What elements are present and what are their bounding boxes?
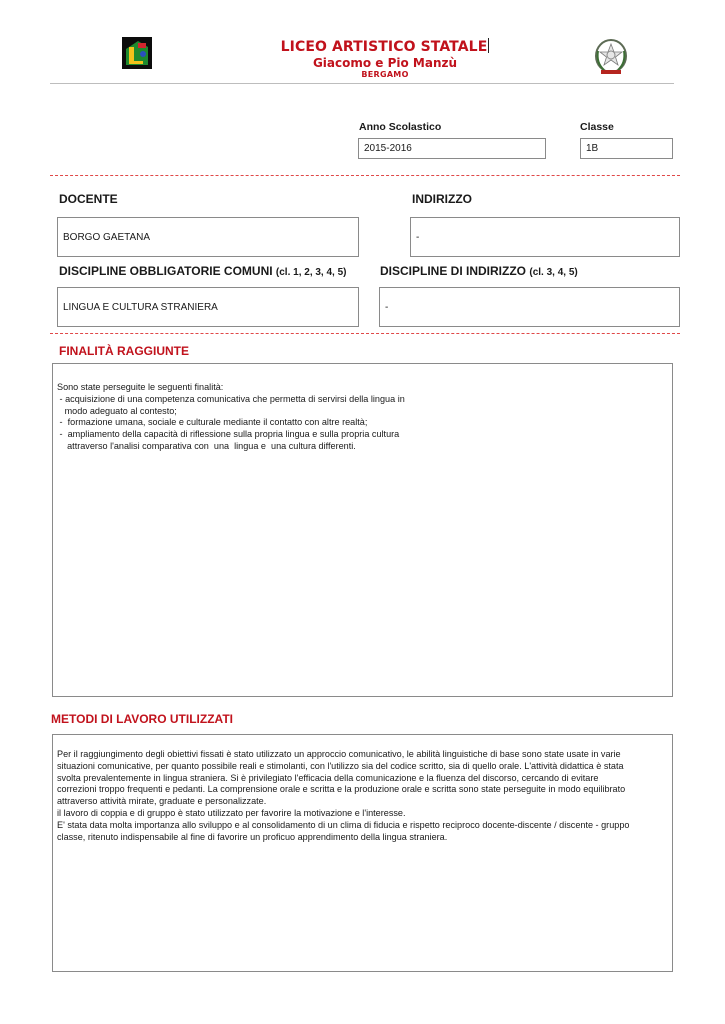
header-divider xyxy=(50,83,674,84)
classe-field[interactable]: 1B xyxy=(580,138,673,159)
school-city: BERGAMO xyxy=(361,70,409,79)
text-cursor xyxy=(488,38,489,53)
discipline-indirizzo-label: DISCIPLINE DI INDIRIZZO (cl. 3, 4, 5) xyxy=(380,264,578,278)
finalita-title: FINALITÀ RAGGIUNTE xyxy=(59,344,189,358)
section-divider xyxy=(50,333,680,334)
classe-label: Classe xyxy=(580,121,614,133)
finalita-textarea[interactable]: Sono state perseguite le seguenti finalità: - acquisizione di una competenza comunicativa che permetta di servirsi della lingua in modo adeguato al contesto; - formazione umana, sociale e culturale mediante il contatto con altre realtà; - ampliamento della capacità di riflessione sulla propria lingua e sulla propria cultura attraverso l'analisi comparativa con una lingua e una cultura differenti. xyxy=(52,363,673,697)
discipline-indirizzo-field[interactable]: - xyxy=(379,287,680,327)
docente-field[interactable]: BORGO GAETANA xyxy=(57,217,359,257)
metodi-title: METODI DI LAVORO UTILIZZATI xyxy=(51,712,233,726)
school-name: LICEO ARTISTICO STATALE xyxy=(280,39,488,55)
school-subtitle: Giacomo e Pio Manzù xyxy=(312,56,458,70)
discipline-comuni-label: DISCIPLINE OBBLIGATORIE COMUNI (cl. 1, 2, 3, 4, 5) xyxy=(59,264,347,278)
indirizzo-field[interactable]: - xyxy=(410,217,680,257)
docente-label: DOCENTE xyxy=(59,192,118,206)
metodi-textarea[interactable]: Per il raggiungimento degli obiettivi fissati è stato utilizzato un approccio comunicativo, le abilità linguistiche di base sono state usate in varie situazioni comunicative, per quanto possibile reali e stimolanti, con l'utilizzo sia del codice scritto, sia di quello orale. L'attività didattica è stata svolta prevalentemente in lingua straniera. Si è privilegiato l'efficacia della comunicazione e la fluenza del discorso, cercando di evitare correzioni troppo frequenti e pedanti. La comprensione orale e scritta e la produzione orale e scritta sono state perseguite in modo equilibrato attraverso attività mirate, graduate e personalizzate. il lavoro di coppia e di gruppo è stato utilizzato per favorire la motivazione e l'interesse. E' stata data molta importanza allo sviluppo e al consolidamento di un clima di fiducia e rispetto reciproco docente-discente / discente - gruppo classe, ritenuto indispensabile al fine di favorire un proficuo apprendimento della lingua straniera. xyxy=(52,734,673,972)
discipline-comuni-field[interactable]: LINGUA E CULTURA STRANIERA xyxy=(57,287,359,327)
section-divider xyxy=(50,175,680,176)
anno-scolastico-field[interactable]: 2015-2016 xyxy=(358,138,546,159)
school-logo-icon xyxy=(122,37,152,69)
republic-emblem-icon xyxy=(594,37,628,77)
anno-scolastico-label: Anno Scolastico xyxy=(359,121,442,133)
indirizzo-label: INDIRIZZO xyxy=(412,192,472,206)
